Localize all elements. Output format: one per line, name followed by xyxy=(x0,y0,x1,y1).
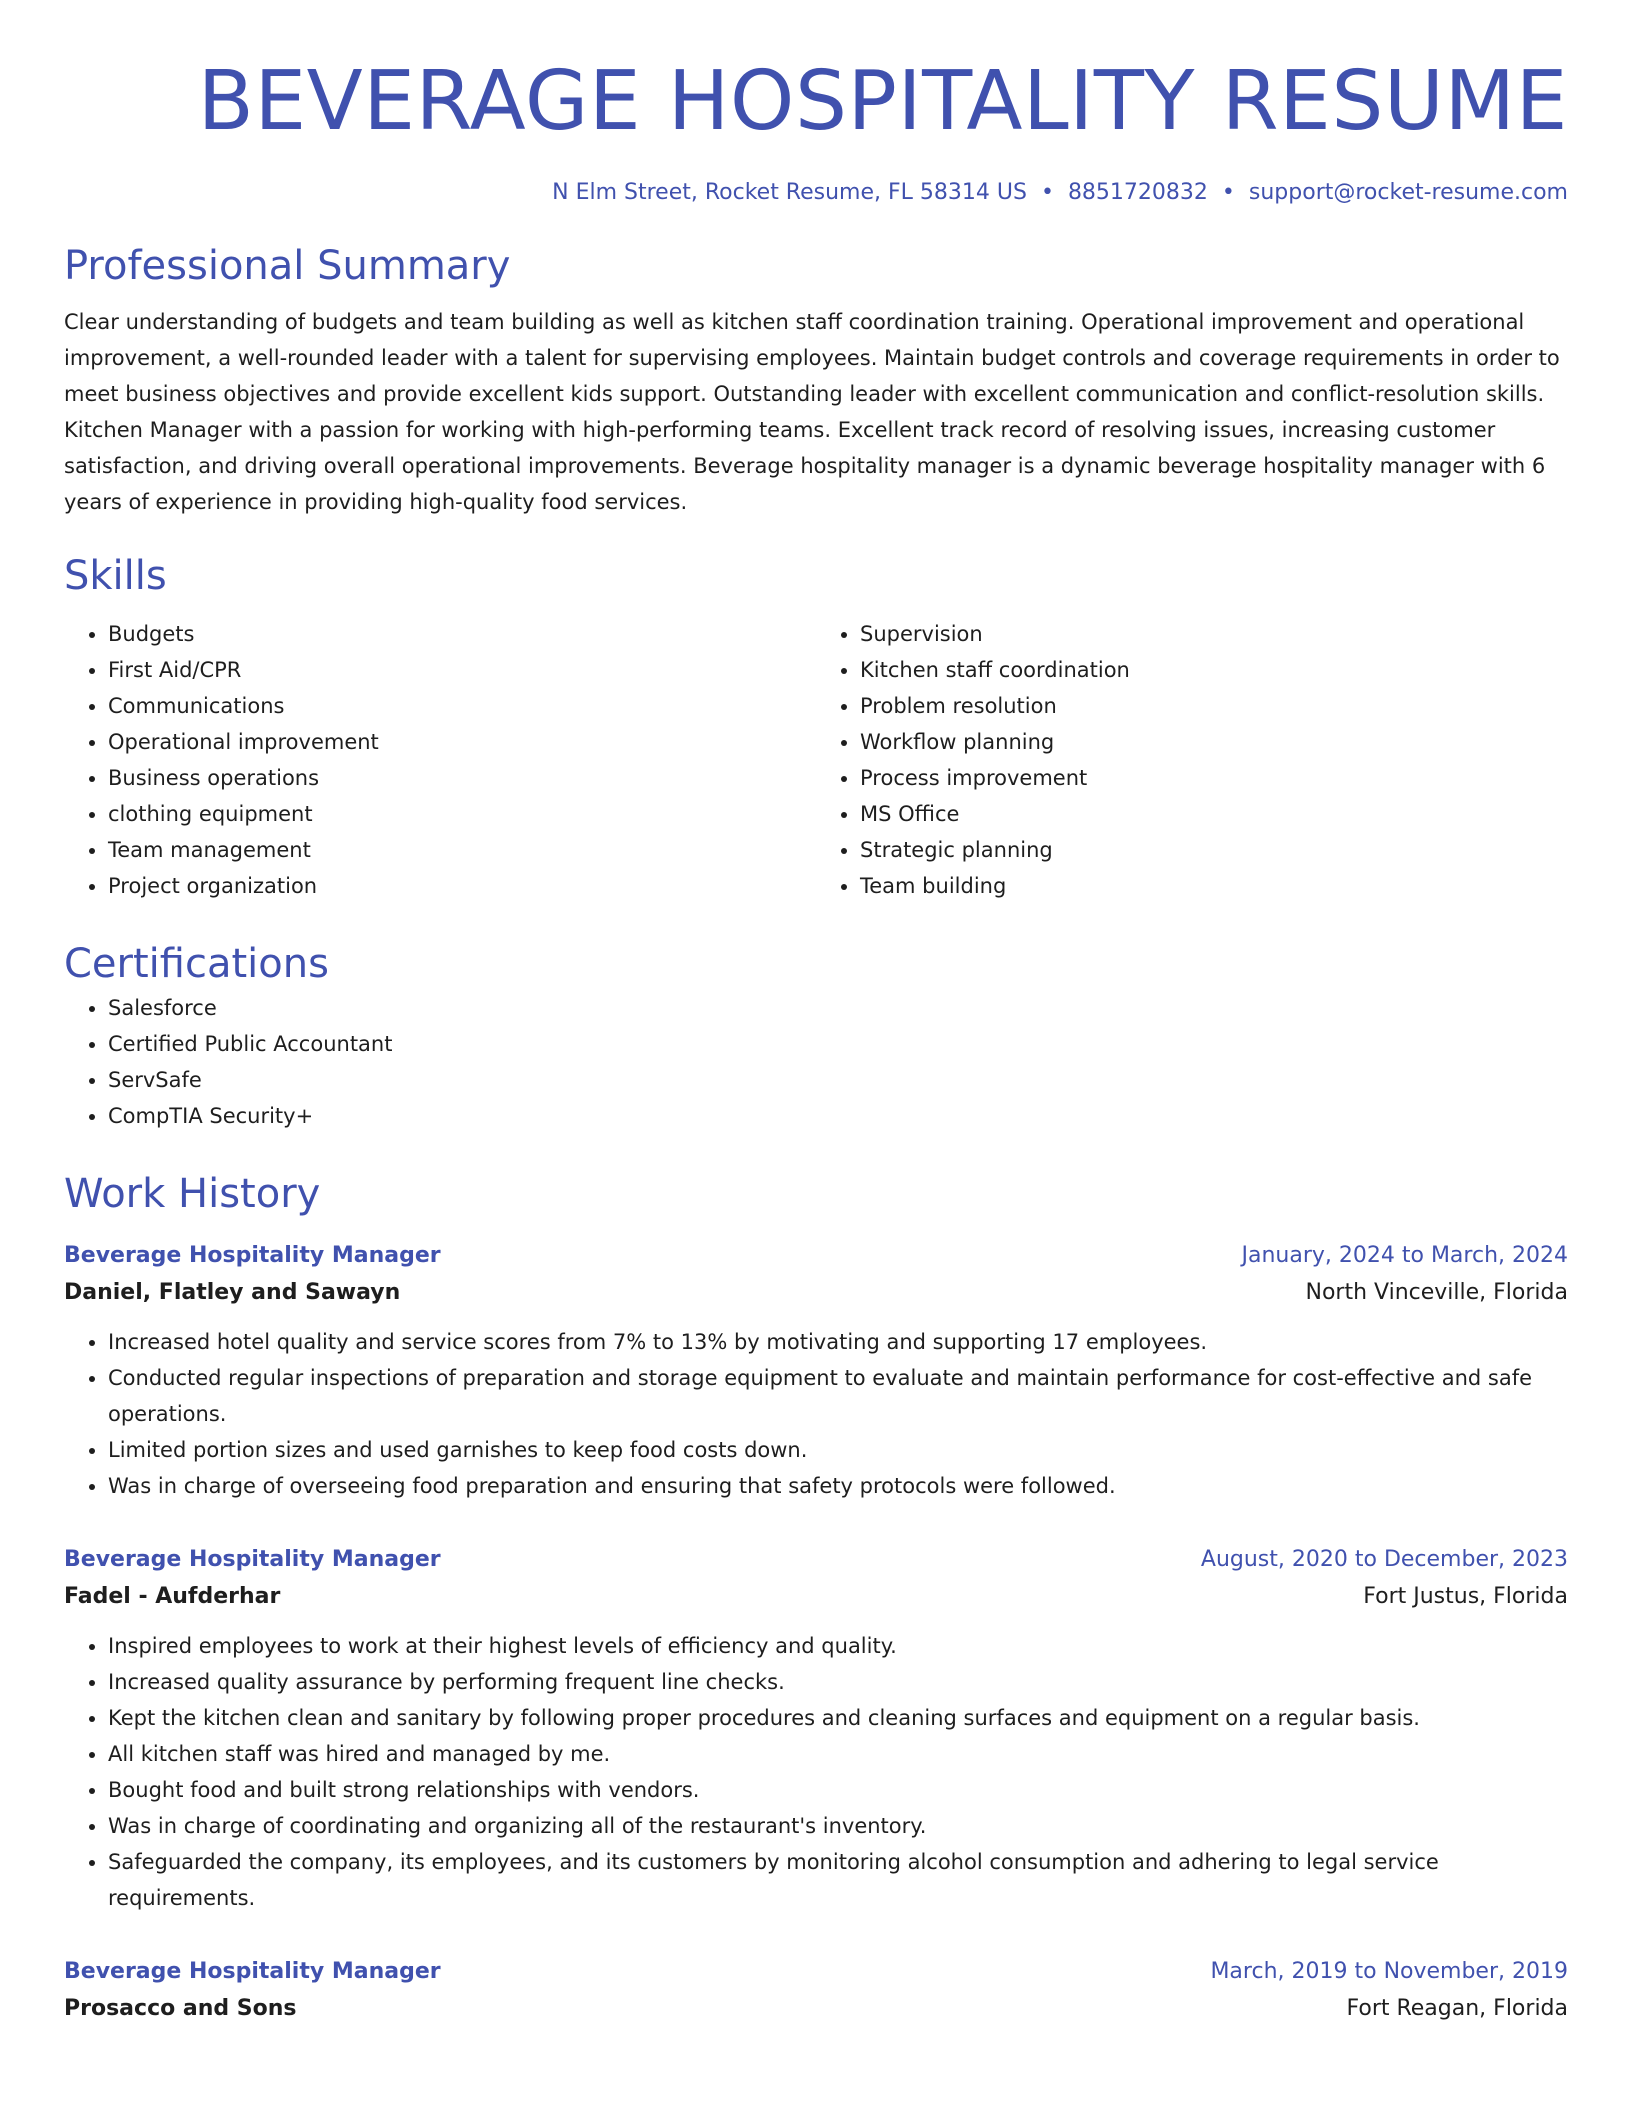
skill-item: • Team management xyxy=(108,832,816,868)
certification-item: • CompTIA Security+ xyxy=(108,1098,1568,1134)
summary-text: Clear understanding of budgets and team building as well as kitchen staff coordination training. Operational improvement and operational improvement, a well-rounded leader with a talent for supervising employees. Maintain budget controls and coverage requirements in order to meet business objectives and provide excellent kids support. Outstanding leader with excellent communication and conflict-resolution skills. Kitchen Manager with a passion for working with high-performing teams. Excellent track record of resolving issues, increasing customer satisfaction, and driving overall operational improvements. Beverage hospitality manager is a dynamic beverage hospitality manager with 6 years of experience in providing high-quality food services. xyxy=(64,310,1560,514)
job-bullet: • Bought food and built strong relationships with vendors. xyxy=(108,1772,1568,1808)
skills-heading: Skills xyxy=(64,553,167,599)
job-entry xyxy=(64,1954,1568,2028)
job-entry xyxy=(64,1238,1568,1504)
job-title-row xyxy=(64,1954,1568,1990)
job-title: Beverage Hospitality Manager xyxy=(64,1243,441,1268)
skill-item: • Strategic planning xyxy=(860,832,1568,868)
job-company-row xyxy=(64,1274,1568,1312)
skill-item: • Supervision xyxy=(860,616,1568,652)
job-bullet: • Increased hotel quality and service scores from 7% to 13% by motivating and supporting 17 employees. xyxy=(108,1324,1568,1360)
skills-list-left xyxy=(64,616,816,904)
skills-columns xyxy=(64,616,1568,904)
skill-item: • Process improvement xyxy=(860,760,1568,796)
contact-separator: • xyxy=(1221,180,1235,205)
skill-item: • Problem resolution xyxy=(860,688,1568,724)
job-bullets xyxy=(64,1324,1568,1504)
resume-name: BEVERAGE HOSPITALITY RESUME xyxy=(197,54,1568,149)
skill-item: • Kitchen staff coordination xyxy=(860,652,1568,688)
skill-item: • clothing equipment xyxy=(108,796,816,832)
skill-item: • Communications xyxy=(108,688,816,724)
job-dates: January, 2024 to March, 2024 xyxy=(1241,1243,1568,1268)
job-company-row xyxy=(64,1578,1568,1616)
skill-item: • Business operations xyxy=(108,760,816,796)
certification-item: • Salesforce xyxy=(108,990,1568,1026)
job-entry xyxy=(64,1542,1568,1916)
certification-item: • Certified Public Accountant xyxy=(108,1026,1568,1062)
skills-list-right xyxy=(816,616,1568,904)
skill-item: • MS Office xyxy=(860,796,1568,832)
skill-item: • Operational improvement xyxy=(108,724,816,760)
skill-item: • Project organization xyxy=(108,868,816,904)
summary-heading: Professional Summary xyxy=(64,243,511,289)
job-title: Beverage Hospitality Manager xyxy=(64,1959,441,1984)
contact-separator: • xyxy=(1040,180,1054,205)
contact-email: support@rocket-resume.com xyxy=(1248,180,1568,205)
contact-phone: 8851720832 xyxy=(1067,180,1208,205)
job-bullets xyxy=(64,1628,1568,1916)
certifications-heading: Certifications xyxy=(64,941,329,987)
job-bullet: • Inspired employees to work at their highest levels of efficiency and quality. xyxy=(108,1628,1568,1664)
job-company: Prosacco and Sons xyxy=(64,1996,297,2021)
job-company: Fadel - Aufderhar xyxy=(64,1584,281,1609)
skill-item: • First Aid/CPR xyxy=(108,652,816,688)
job-company: Daniel, Flatley and Sawayn xyxy=(64,1280,401,1305)
job-bullet: • Kept the kitchen clean and sanitary by following proper procedures and cleaning surfaces and equipment on a regular basis. xyxy=(108,1700,1568,1736)
certification-item: • ServSafe xyxy=(108,1062,1568,1098)
job-bullet: • All kitchen staff was hired and managed by me. xyxy=(108,1736,1568,1772)
skill-item: • Workflow planning xyxy=(860,724,1568,760)
job-bullet: • Increased quality assurance by performing frequent line checks. xyxy=(108,1664,1568,1700)
job-title: Beverage Hospitality Manager xyxy=(64,1547,441,1572)
job-bullet: • Was in charge of overseeing food preparation and ensuring that safety protocols were followed. xyxy=(108,1468,1568,1504)
job-bullet: • Limited portion sizes and used garnishes to keep food costs down. xyxy=(108,1432,1568,1468)
job-title-row xyxy=(64,1542,1568,1578)
job-dates: August, 2020 to December, 2023 xyxy=(1200,1547,1568,1572)
job-dates: March, 2019 to November, 2019 xyxy=(1210,1959,1568,1984)
job-bullet: • Was in charge of coordinating and organizing all of the restaurant's inventory. xyxy=(108,1808,1568,1844)
job-title-row xyxy=(64,1238,1568,1274)
contact-address: N Elm Street, Rocket Resume, FL 58314 US xyxy=(552,180,1027,205)
work-history-heading: Work History xyxy=(64,1171,321,1217)
job-bullet: • Safeguarded the company, its employees, and its customers by monitoring alcohol consumption and adhering to legal service requirements. xyxy=(108,1844,1568,1916)
certifications-list xyxy=(64,990,1568,1134)
skill-item: • Budgets xyxy=(108,616,816,652)
resume-header xyxy=(64,0,1568,208)
job-location: Fort Reagan, Florida xyxy=(1346,1996,1568,2021)
skill-item: • Team building xyxy=(860,868,1568,904)
job-bullet: • Conducted regular inspections of preparation and storage equipment to evaluate and maintain performance for cost-effective and safe operations. xyxy=(108,1360,1568,1432)
job-company-row xyxy=(64,1990,1568,2028)
job-location: Fort Justus, Florida xyxy=(1363,1584,1568,1609)
job-location: North Vinceville, Florida xyxy=(1305,1280,1568,1305)
contact-line xyxy=(64,178,1568,208)
